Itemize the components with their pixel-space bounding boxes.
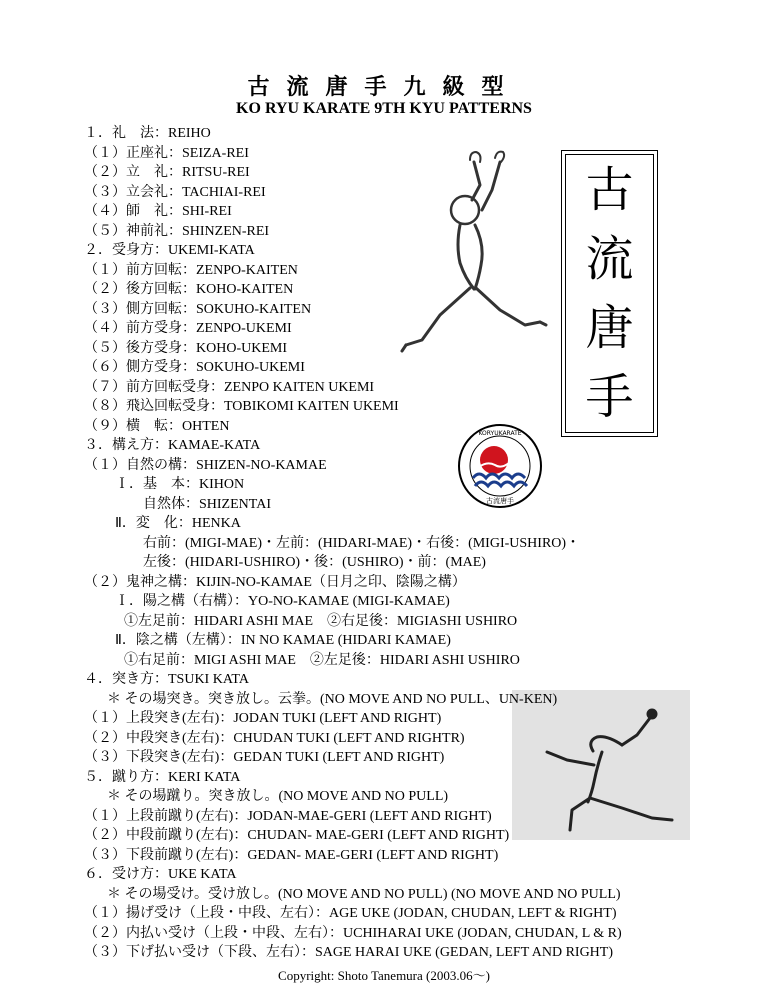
- list-item: （４）前方受身：ZENPO-UKEMI: [84, 321, 292, 336]
- list-item: （４）師 礼：SHI-REI: [84, 204, 232, 219]
- sub-item: Ⅱ．陰之構（左構）：IN NO KAMAE (HIDARI KAMAE): [115, 633, 451, 648]
- page-title-en: KO RYU KARATE 9TH KYU PATTERNS: [236, 100, 532, 117]
- list-item: （１）前方回転：ZENPO-KAITEN: [84, 263, 298, 278]
- list-item: （１）上段突き(左右)：JODAN TUKI (LEFT AND RIGHT): [84, 711, 442, 726]
- list-item: （５）神前礼：SHINZEN-REI: [84, 224, 270, 239]
- sub-item: Ⅱ．変 化：HENKA: [115, 516, 241, 531]
- sub-item: ①右足前：MIGI ASHI MAE ②左足後：HIDARI ASHI USHIRO: [124, 653, 520, 668]
- logo-ring-text: KORYUKARATE: [478, 430, 522, 437]
- list-item: （３）下げ払い受け（下段、左右）：SAGE HARAI UKE (GEDAN, LEFT AND RIGHT): [84, 945, 613, 960]
- list-item: （８）飛込回転受身：TOBIKOMI KAITEN UKEMI: [84, 399, 399, 414]
- section-heading: ４．突き方：TSUKI KATA: [84, 672, 249, 687]
- list-item: （３）立会礼：TACHIAI-REI: [84, 185, 266, 200]
- list-item: （３）側方回転：SOKUHO-KAITEN: [84, 302, 312, 317]
- list-item: （１）上段前蹴り(左右)：JODAN-MAE-GERI (LEFT AND RIGHT): [84, 809, 492, 824]
- logo-bottom-text: 古流唐手: [486, 497, 514, 505]
- section-heading: ２．受身方：UKEMI-KATA: [84, 243, 255, 258]
- list-item: （６）側方受身：SOKUHO-UKEMI: [84, 360, 305, 375]
- note-item: ＊ その場受け。受け放し。(NO MOVE AND NO PULL) (NO MOVE AND NO PULL): [107, 887, 621, 902]
- section-heading: ５．蹴り方：KERI KATA: [84, 770, 241, 785]
- note-item: ＊ その場蹴り。突き放し。(NO MOVE AND NO PULL): [107, 789, 449, 804]
- list-item: （２）立 礼：RITSU-REI: [84, 165, 250, 180]
- section-heading: ６．受け方：UKE KATA: [84, 867, 237, 882]
- seal-char: 古: [585, 161, 634, 218]
- list-item: （２）鬼神之構：KIJIN-NO-KAMAE（日月之印、陰陽之構）: [84, 575, 466, 590]
- list-item: （２）中段突き(左右)：CHUDAN TUKI (LEFT AND RIGHTR): [84, 731, 465, 746]
- koryu-karate-logo: [457, 423, 543, 509]
- page-title-jp: 古流唐手九級型: [247, 74, 521, 100]
- section-heading: ３．構え方：KAMAE-KATA: [84, 438, 261, 453]
- list-item: （９）横 転：OHTEN: [84, 419, 230, 434]
- brush-figure-jumping: [400, 140, 555, 370]
- sub-item: Ｉ．基 本：KIHON: [115, 477, 245, 492]
- list-item: （３）下段前蹴り(左右)：GEDAN- MAE-GERI (LEFT AND RIGHT): [84, 848, 499, 863]
- list-item: （１）正座礼：SEIZA-REI: [84, 146, 249, 161]
- list-item: （７）前方回転受身：ZENPO KAITEN UKEMI: [84, 380, 375, 395]
- seal-box: [561, 150, 658, 437]
- list-item: （５）後方受身：KOHO-UKEMI: [84, 341, 287, 356]
- sub-item: 右前：(MIGI-MAE)・左前：(HIDARI-MAE)・右後：(MIGI-USHIRO)・: [143, 536, 581, 551]
- sub-item: 左後：(HIDARI-USHIRO)・後：(USHIRO)・前：(MAE): [143, 555, 486, 570]
- seal-char: 唐: [585, 300, 634, 357]
- sub-item: 自然体：SHIZENTAI: [143, 497, 271, 512]
- brush-figure-kicking: [512, 690, 690, 840]
- list-item: （１）揚げ受け（上段・中段、左右）：AGE UKE (JODAN, CHUDAN, LEFT & RIGHT): [84, 906, 617, 921]
- sub-item: Ｉ．陽之構（右構）：YO-NO-KAMAE (MIGI-KAMAE): [115, 594, 450, 609]
- section-heading: １．礼 法：REIHO: [84, 126, 211, 141]
- seal-char: 手: [585, 369, 634, 426]
- sub-item: ①左足前：HIDARI ASHI MAE ②右足後：MIGIASHI USHIRO: [124, 614, 518, 629]
- list-item: （２）内払い受け（上段・中段、左右）：UCHIHARAI UKE (JODAN, CHUDAN, L & R): [84, 926, 622, 941]
- list-item: （２）中段前蹴り(左右)：CHUDAN- MAE-GERI (LEFT AND RIGHT): [84, 828, 510, 843]
- list-item: （３）下段突き(左右)：GEDAN TUKI (LEFT AND RIGHT): [84, 750, 445, 765]
- note-item: ＊ その場突き。突き放し。云拳。(NO MOVE AND NO PULL、UN-KEN): [107, 692, 558, 707]
- footer-copyright: Copyright: Shoto Tanemura (2003.06～): [278, 968, 490, 983]
- seal-char: 流: [585, 230, 634, 287]
- list-item: （１）自然の構：SHIZEN-NO-KAMAE: [84, 458, 327, 473]
- list-item: （２）後方回転：KOHO-KAITEN: [84, 282, 294, 297]
